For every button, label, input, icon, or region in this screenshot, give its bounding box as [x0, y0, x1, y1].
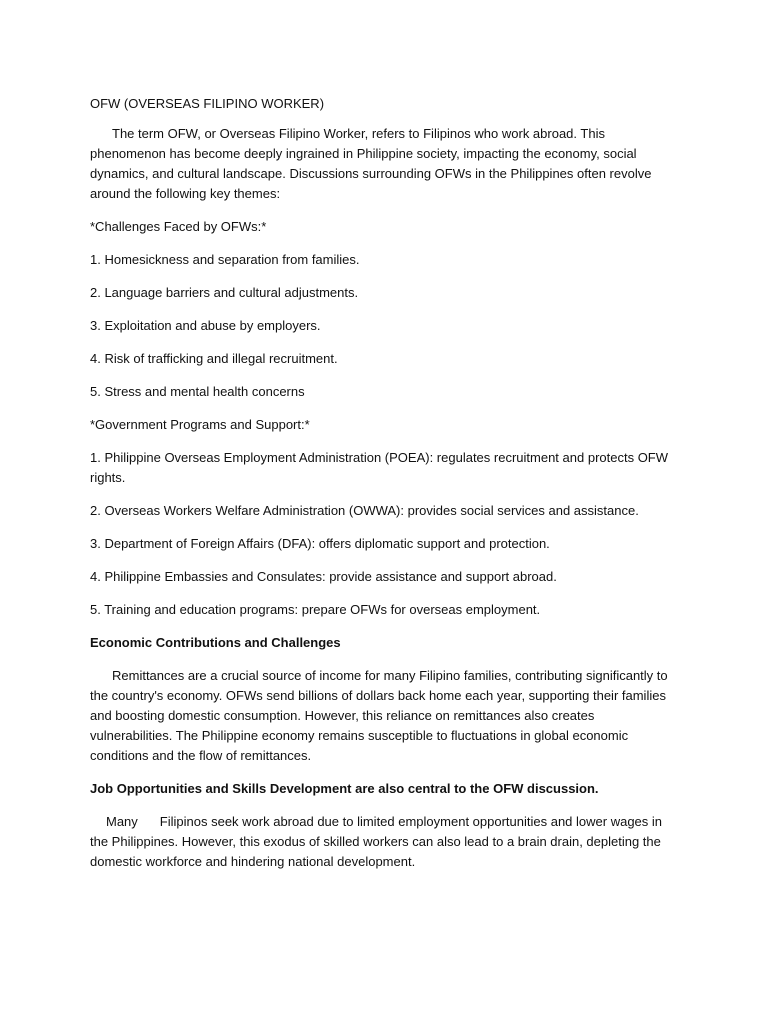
challenge-item: 3. Exploitation and abuse by employers.: [90, 318, 321, 333]
government-item: 3. Department of Foreign Affairs (DFA): offers diplomatic support and protection.: [90, 536, 550, 551]
jobs-heading: Job Opportunities and Skills Development are also central to the OFW discussion.: [90, 781, 599, 796]
jobs-first-word: Many: [106, 814, 138, 829]
economic-heading: Economic Contributions and Challenges: [90, 635, 341, 650]
document-page: [90, 94, 680, 885]
challenges-heading: *Challenges Faced by OFWs:*: [90, 219, 267, 234]
challenge-item: 1. Homesickness and separation from families.: [90, 252, 360, 267]
government-item: 4. Philippine Embassies and Consulates: provide assistance and support abroad.: [90, 569, 557, 584]
jobs-paragraph: [90, 812, 680, 872]
economic-paragraph: Remittances are a crucial source of income for many Filipino families, contributing significantly to the country's economy. OFWs send billions of dollars back home each year, supporting their families and boosting domestic consumption. However, this reliance on remittances also creates vulnerabilities. The Philippine economy remains susceptible to fluctuations in global economic conditions and the flow of remittances.: [90, 668, 668, 763]
document-title: OFW (OVERSEAS FILIPINO WORKER): [90, 96, 325, 111]
government-item: 2. Overseas Workers Welfare Administration (OWWA): provides social services and assistance.: [90, 503, 639, 518]
intro-paragraph: The term OFW, or Overseas Filipino Worker, refers to Filipinos who work abroad. This phenomenon has become deeply ingrained in Philippine society, impacting the economy, social dynamics, and cultural landscape. Discussions surrounding OFWs in the Philippines often revolve around the following key themes:: [90, 126, 652, 201]
government-item: 5. Training and education programs: prepare OFWs for overseas employment.: [90, 602, 541, 617]
challenge-item: 2. Language barriers and cultural adjustments.: [90, 285, 359, 300]
government-heading: *Government Programs and Support:*: [90, 417, 310, 432]
challenge-item: 4. Risk of trafficking and illegal recruitment.: [90, 351, 338, 366]
jobs-text: Filipinos seek work abroad due to limited employment opportunities and lower wages in the Philippines. However, this exodus of skilled workers can also lead to a brain drain, depleting the domestic workforce and hindering national development.: [90, 814, 663, 869]
challenge-item: 5. Stress and mental health concerns: [90, 384, 305, 399]
government-item: 1. Philippine Overseas Employment Administration (POEA): regulates recruitment and protects OFW rights.: [90, 450, 669, 485]
